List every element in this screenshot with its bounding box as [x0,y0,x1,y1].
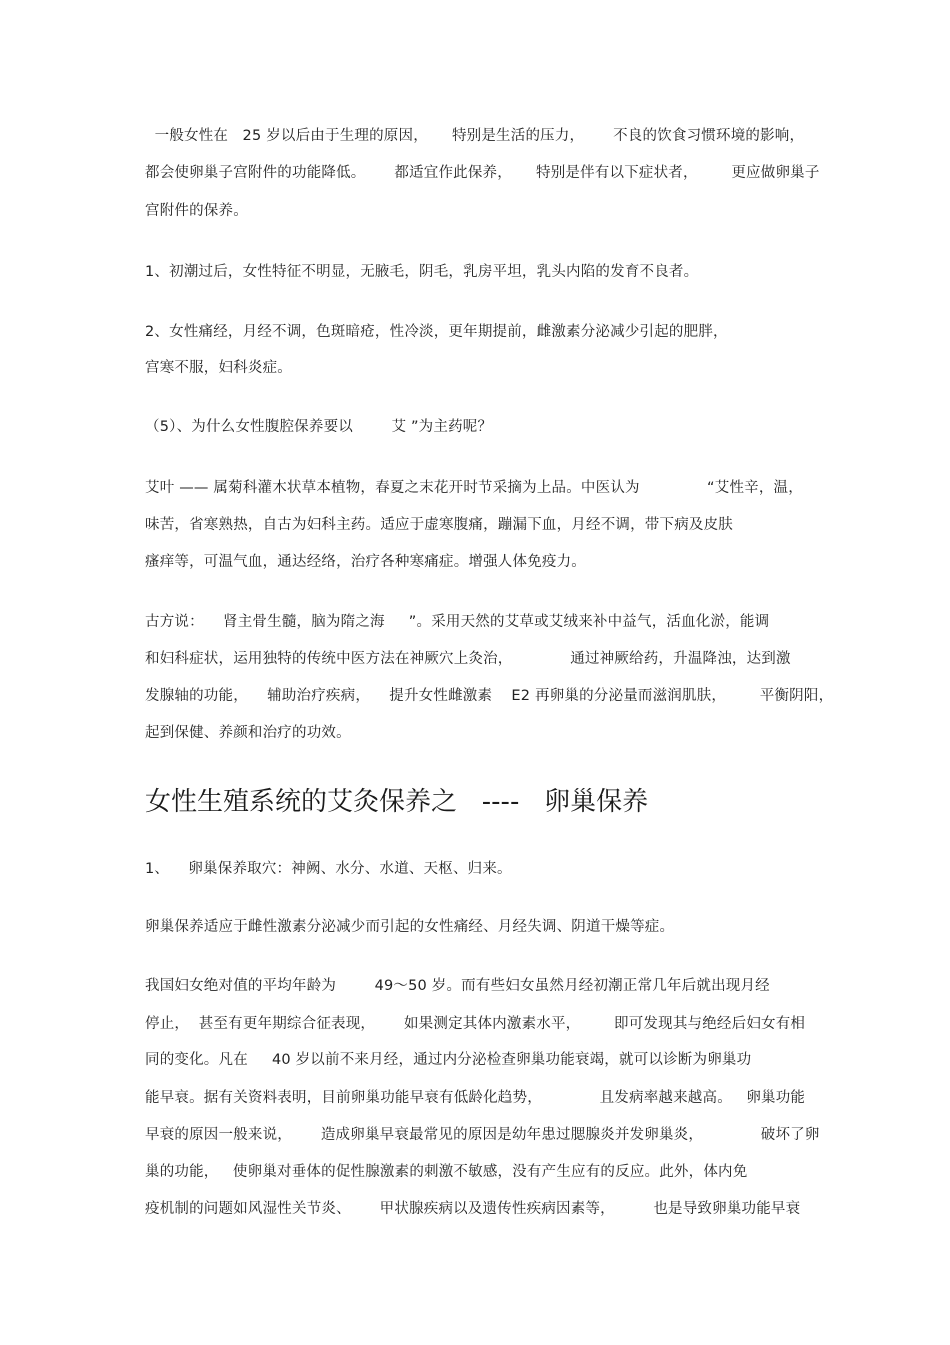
acupoints-line: 1、 卵巢保养取穴：神阙、水分、水道、天枢、归来。 [145,861,512,877]
question-5: （5）、为什么女性腹腔保养要以 艾 ”为主药呢？ [145,419,493,435]
intro-line-1: 一般女性在 25 岁以后由于生理的原因， 特别是生活的压力， 不良的饮食习惯环境的影响， [145,128,805,144]
section-heading: 女性生殖系统的艾灸保养之 ---- 卵巢保养 [145,787,649,817]
gu-fang-line-3: 发腺轴的功能， 辅助治疗疾病， 提升女性雌激素 E2 再卵巢的分泌量而滋润肌肤， 平衡阴阳， [145,688,834,704]
menopause-line-4: 能早衰。据有关资料表明，目前卵巢功能早衰有低龄化趋势， 且发病率越来越高。 卵巢功能 [145,1090,806,1106]
ai-ye-line-3: 瘙痒等，可温气血，通达经络，治疗各种寒痛症。增强人体免疫力。 [145,554,586,570]
intro-line-3: 宫附件的保养。 [145,203,248,219]
symptom-item-1: 1、初潮过后，女性特征不明显，无腋毛，阴毛，乳房平坦，乳头内陷的发育不良者。 [145,264,699,280]
menopause-line-6: 巢的功能， 使卵巢对垂体的促性腺激素的刺激不敏感，没有产生应有的反应。此外，体内免 [145,1164,748,1180]
menopause-line-1: 我国妇女绝对值的平均年龄为 49～50 岁。而有些妇女虽然月经初潮正常几年后就出现月经 [145,978,770,994]
menopause-line-3: 同的变化。凡在 40 岁以前不来月经，通过内分泌检查卵巢功能衰竭，就可以诊断为卵巢功 [145,1052,752,1068]
menopause-line-7: 疫机制的问题如风湿性关节炎、 甲状腺疾病以及遗传性疾病因素等， 也是导致卵巢功能早衰 [145,1201,801,1217]
ai-ye-line-1: 艾叶 —— 属菊科灌木状草本植物，春夏之末花开时节采摘为上品。中医认为 “艾性辛，温， [145,480,803,496]
symptom-item-2-line-2: 宫寒不服，妇科炎症。 [145,360,292,376]
symptom-item-2-line-1: 2、女性痛经，月经不调，色斑暗疮，性冷淡，更年期提前，雌激素分泌减少引起的肥胖， [145,324,728,340]
ai-ye-line-2: 味苦，省寒熟热，自古为妇科主药。适应于虚寒腹痛，蹦漏下血，月经不调，带下病及皮肤 [145,517,733,533]
gu-fang-line-2: 和妇科症状，运用独特的传统中医方法在神厥穴上灸治， 通过神厥给药，升温降浊，达到激 [145,651,791,667]
indication-line: 卵巢保养适应于雌性激素分泌减少而引起的女性痛经、月经失调、阴道干燥等症。 [145,919,675,935]
menopause-line-2: 停止， 甚至有更年期综合征表现， 如果测定其体内激素水平， 即可发现其与绝经后妇女有相 [145,1016,806,1032]
gu-fang-line-1: 古方说： 肾主骨生髓，脑为隋之海 ”。采用天然的艾草或艾绒来补中益气，活血化淤，能调 [145,614,770,630]
intro-line-2: 都会使卵巢子宫附件的功能降低。 都适宜作此保养， 特别是伴有以下症状者， 更应做卵巢子 [145,165,820,181]
menopause-line-5: 早衰的原因一般来说， 造成卵巢早衰最常见的原因是幼年患过腮腺炎并发卵巢炎， 破坏了卵 [145,1127,820,1143]
gu-fang-line-4: 起到保健、养颜和治疗的功效。 [145,725,351,741]
